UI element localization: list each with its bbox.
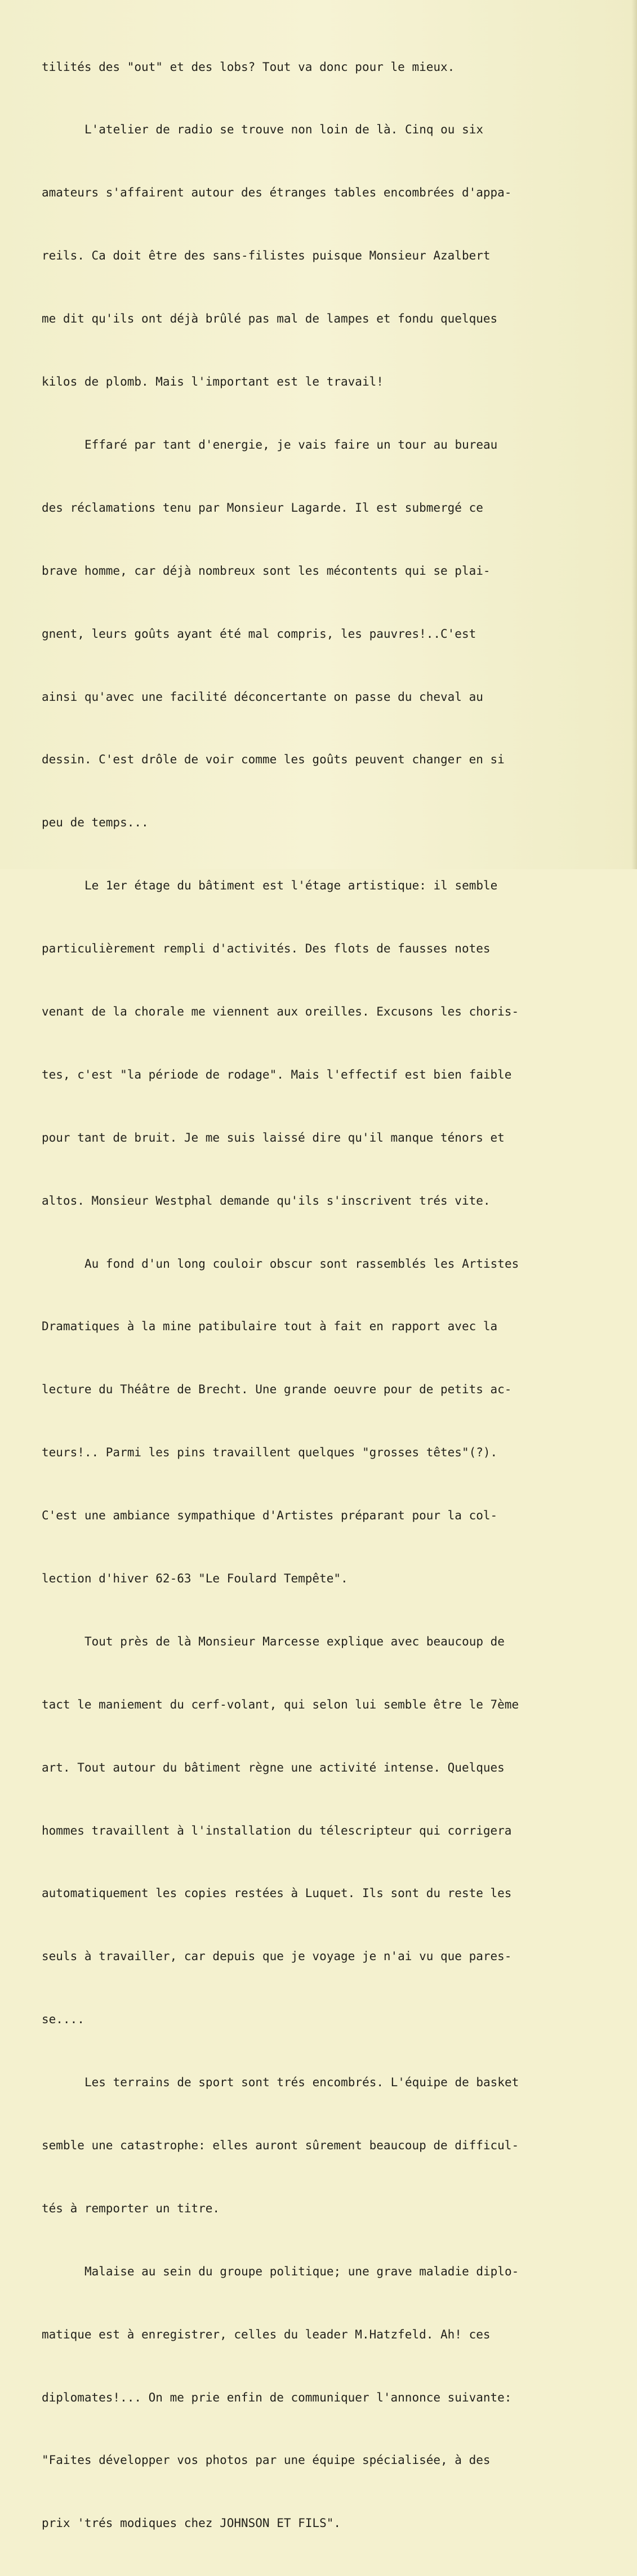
text-line: Malaise au sein du groupe politique; une grave maladie diplo- — [84, 2264, 519, 2278]
text-line: "Faites développer vos photos par une équipe spécialisée, à des — [42, 2453, 491, 2467]
text-line: Dramatiques à la mine patibulaire tout à fait en rapport avec la — [42, 1320, 498, 1334]
text-line: teurs!.. Parmi les pins travaillent quelques "grosses têtes"(?). — [42, 1446, 498, 1460]
text-line: venant de la chorale me viennent aux oreilles. Excusons les choris- — [42, 1004, 519, 1018]
text-line: C'est une ambiance sympathique d'Artistes préparant pour la col- — [42, 1509, 498, 1523]
text-line: me dit qu'ils ont déjà brûlé pas mal de lampes et fondu quelques — [42, 312, 498, 326]
text-line: prix 'trés modiques chez JOHNSON ET FILS". — [42, 2516, 341, 2530]
text-line: ainsi qu'avec une facilité déconcertante on passe du cheval au — [42, 690, 483, 704]
text-line: dessin. C'est drôle de voir comme les goûts peuvent changer en si — [42, 753, 505, 767]
typed-text-block — [42, 15, 633, 2576]
text-line: se.... — [42, 2012, 84, 2027]
text-line: particulièrement rempli d'activités. Des flots de fausses notes — [42, 942, 491, 956]
text-line: des réclamations tenu par Monsieur Lagarde. Il est submergé ce — [42, 500, 483, 515]
text-line: tact le maniement du cerf-volant, qui selon lui semble être le 7ème — [42, 1697, 519, 1711]
text-line: Au fond d'un long couloir obscur sont rassemblés les Artistes — [84, 1256, 519, 1271]
text-line: Les terrains de sport sont trés encombrés. L'équipe de basket — [84, 2076, 519, 2090]
text-line: hommes travaillent à l'installation du télescripteur qui corrigera — [42, 1823, 512, 1837]
text-line: diplomates!... On me prie enfin de communiquer l'annonce suivante: — [42, 2390, 512, 2404]
text-line: tilités des "out" et des lobs? Tout va donc pour le mieux. — [42, 60, 455, 74]
text-line: Tout près de là Monsieur Marcesse explique avec beaucoup de — [84, 1634, 505, 1648]
text-line: brave homme, car déjà nombreux sont les mécontents qui se plai- — [42, 564, 491, 578]
text-line: automatiquement les copies restées à Luquet. Ils sont du reste les — [42, 1886, 512, 1900]
text-line: pour tant de bruit. Je me suis laissé dire qu'il manque ténors et — [42, 1130, 505, 1144]
text-line: L'atelier de radio se trouve non loin de là. Cinq ou six — [84, 123, 484, 137]
text-line: Effaré par tant d'energie, je vais faire un tour au bureau — [84, 437, 498, 451]
text-line: tes, c'est "la période de rodage". Mais l'effectif est bien faible — [42, 1067, 512, 1081]
text-line: tés à remporter un titre. — [42, 2201, 220, 2215]
text-line: gnent, leurs goûts ayant été mal compris, les pauvres!..C'est — [42, 627, 476, 641]
text-line: seuls à travailler, car depuis que je voyage je n'ai vu que pares- — [42, 1949, 512, 1964]
text-line: Le 1er étage du bâtiment est l'étage artistique: il semble — [84, 879, 498, 893]
text-line: art. Tout autour du bâtiment règne une activité intense. Quelques — [42, 1760, 505, 1774]
text-line: semble une catastrophe: elles auront sûrement beaucoup de difficul- — [42, 2138, 519, 2152]
text-line: peu de temps... — [42, 816, 149, 830]
text-line: lection d'hiver 62-63 "Le Foulard Tempête". — [42, 1571, 348, 1585]
text-line: matique est à enregistrer, celles du leader M.Hatzfeld. Ah! ces — [42, 2327, 491, 2341]
text-line: altos. Monsieur Westphal demande qu'ils s'inscrivent trés vite. — [42, 1193, 491, 1208]
text-line: lecture du Théâtre de Brecht. Une grande oeuvre pour de petits ac- — [42, 1383, 512, 1397]
text-line: reils. Ca doit être des sans-filistes puisque Monsieur Azalbert — [42, 249, 491, 263]
text-line: kilos de plomb. Mais l'important est le travail! — [42, 375, 384, 389]
text-line: amateurs s'affairent autour des étranges tables encombrées d'appa- — [42, 186, 512, 200]
